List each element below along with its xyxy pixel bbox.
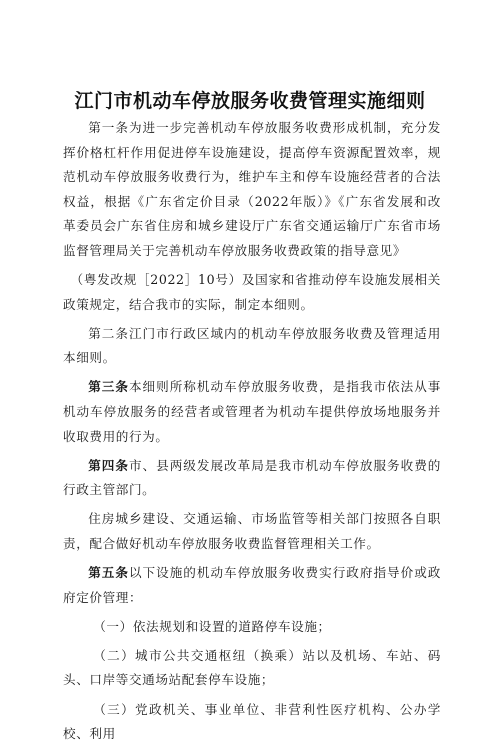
paragraph-article-3 — [63, 375, 441, 449]
article-label: 第五条 — [88, 565, 129, 581]
list-item-1 — [63, 615, 441, 640]
list-item-2 — [63, 644, 441, 693]
paragraph-article-2 — [63, 322, 441, 371]
paragraph-text: （三）党政机关、事业单位、非营利性医疗机构、公办学校、利用 — [63, 701, 441, 742]
paragraph-text: （一）依法规划和设置的道路停车设施； — [93, 618, 331, 634]
paragraph-text: 第二条江门市行政区域内的机动车停放服务收费及管理适用本细则。 — [63, 325, 441, 366]
paragraph-article-4 — [63, 454, 441, 503]
paragraph-text: 以下设施的机动车停放服务收费实行政府指导价或政府定价管理： — [63, 565, 441, 605]
paragraph-text: 住房城乡建设、交通运输、市场监管等相关部门按照各自职责，配合做好机动车停放服务收费监督管理相关工作。 — [63, 511, 441, 551]
document-body — [63, 116, 441, 747]
paragraph-article-5 — [63, 561, 441, 610]
paragraph-text: 本细则所称机动车停放服务收费，是指我市依法从事机动车停放服务的经营者或管理者为机动车提供停放场地服务并收取费用的行为。 — [63, 379, 441, 444]
paragraph-text: （粤发改规［2022］10号）及国家和省推动停车设施发展相关政策规定，结合我市的实际，制定本细则。 — [63, 272, 441, 312]
paragraph-text: （二）城市公共交通枢纽（换乘）站以及机场、车站、码头、口岸等交通场站配套停车设施； — [63, 647, 441, 688]
document-title: 江门市机动车停放服务收费管理实施细则 — [74, 90, 426, 112]
paragraph-text: 市、县两级发展改革局是我市机动车停放服务收费的行政主管部门。 — [63, 457, 441, 498]
article-label: 第四条 — [88, 457, 129, 473]
paragraph-text: 第一条为进一步完善机动车停放服务收费形成机制，充分发挥价格杠杆作用促进停车设施建设，提高停车资源配置效率，规范机动车停放服务收费行为，维护车主和停车设施经营者的合法权益，根据《广东省定价目录（2022年版）》《广东省发展和改革委员会广东省住房和城乡建设厅广东省交通运输厅广东省市场监督管理局关于完善机动车停放服务收费政策的指导意见》 — [63, 120, 441, 258]
list-item-3 — [63, 698, 441, 747]
paragraph-article-4-second — [63, 507, 441, 556]
paragraph-article-1-continued — [63, 268, 441, 317]
article-label: 第三条 — [88, 379, 129, 395]
paragraph-article-1 — [63, 116, 441, 264]
